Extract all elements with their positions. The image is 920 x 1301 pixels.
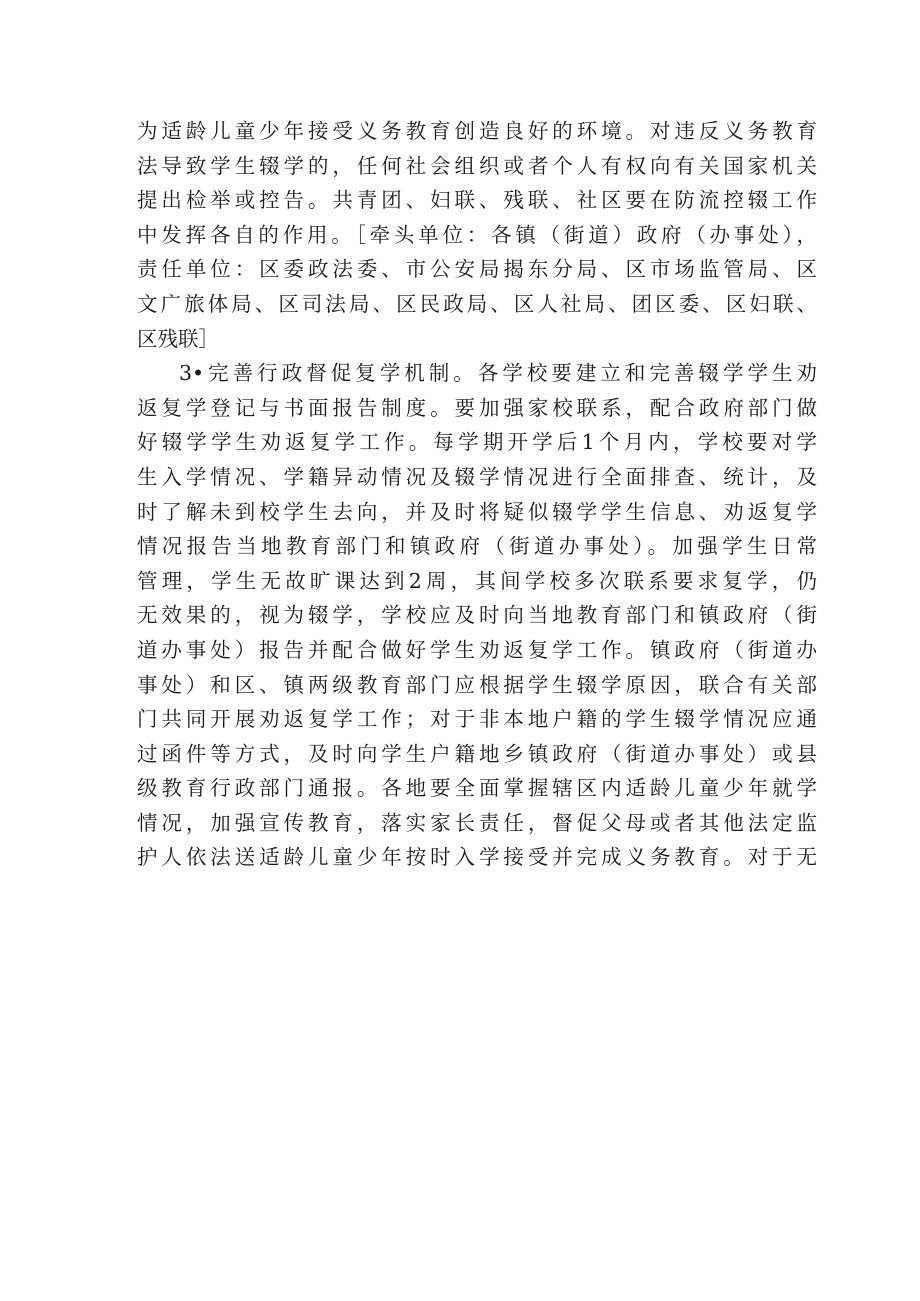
text-line: 生入学情况、学籍异动情况及辍学情况进行全面排查、统计，及 xyxy=(137,464,817,489)
text-line: 过函件等方式，及时向学生户籍地乡镇政府（街道办事处）或县 xyxy=(137,741,817,766)
text-line: 提出检举或控告。共青团、妇联、残联、社区要在防流控辍工作 xyxy=(137,188,817,213)
text-line: 级教育行政部门通报。各地要全面掌握辖区内适龄儿童少年就学 xyxy=(137,776,817,801)
text-line: 道办事处）报告并配合做好学生劝返复学工作。镇政府（街道办 xyxy=(137,637,817,662)
paragraph-start-line: 3•完善行政督促复学机制。各学校要建立和完善辍学学生劝 xyxy=(179,361,817,386)
text-line: 情况，加强宣传教育，落实家长责任，督促父母或者其他法定监 xyxy=(137,810,817,835)
text-line: 中发挥各自的作用。［牵头单位：各镇（街道）政府（办事处）， xyxy=(137,222,817,247)
text-line: 管理，学生无故旷课达到2周，其间学校多次联系要求复学，仍 xyxy=(137,568,817,593)
body-text xyxy=(137,114,817,875)
text-line: 无效果的，视为辍学，学校应及时向当地教育部门和镇政府（街 xyxy=(137,603,817,628)
text-line: 文广旅体局、区司法局、区民政局、区人社局、团区委、区妇联、 xyxy=(137,291,817,316)
text-line: 责任单位：区委政法委、市公安局揭东分局、区市场监管局、区 xyxy=(137,257,817,282)
text-line: 法导致学生辍学的，任何社会组织或者个人有权向有关国家机关 xyxy=(137,153,817,178)
text-line: 情况报告当地教育部门和镇政府（街道办事处）。加强学生日常 xyxy=(137,534,817,559)
text-line: 区残联］ xyxy=(137,326,219,351)
text-line: 好辍学学生劝返复学工作。每学期开学后1个月内，学校要对学 xyxy=(137,430,817,455)
text-line: 门共同开展劝返复学工作；对于非本地户籍的学生辍学情况应通 xyxy=(137,707,817,732)
text-line: 事处）和区、镇两级教育部门应根据学生辍学原因，联合有关部 xyxy=(137,672,817,697)
text-line: 返复学登记与书面报告制度。要加强家校联系，配合政府部门做 xyxy=(137,395,817,420)
text-line: 时了解未到校学生去向，并及时将疑似辍学学生信息、劝返复学 xyxy=(137,499,817,524)
text-line: 为适龄儿童少年接受义务教育创造良好的环境。对违反义务教育 xyxy=(137,119,817,143)
text-line: 护人依法送适龄儿童少年按时入学接受并完成义务教育。对于无 xyxy=(137,845,817,870)
